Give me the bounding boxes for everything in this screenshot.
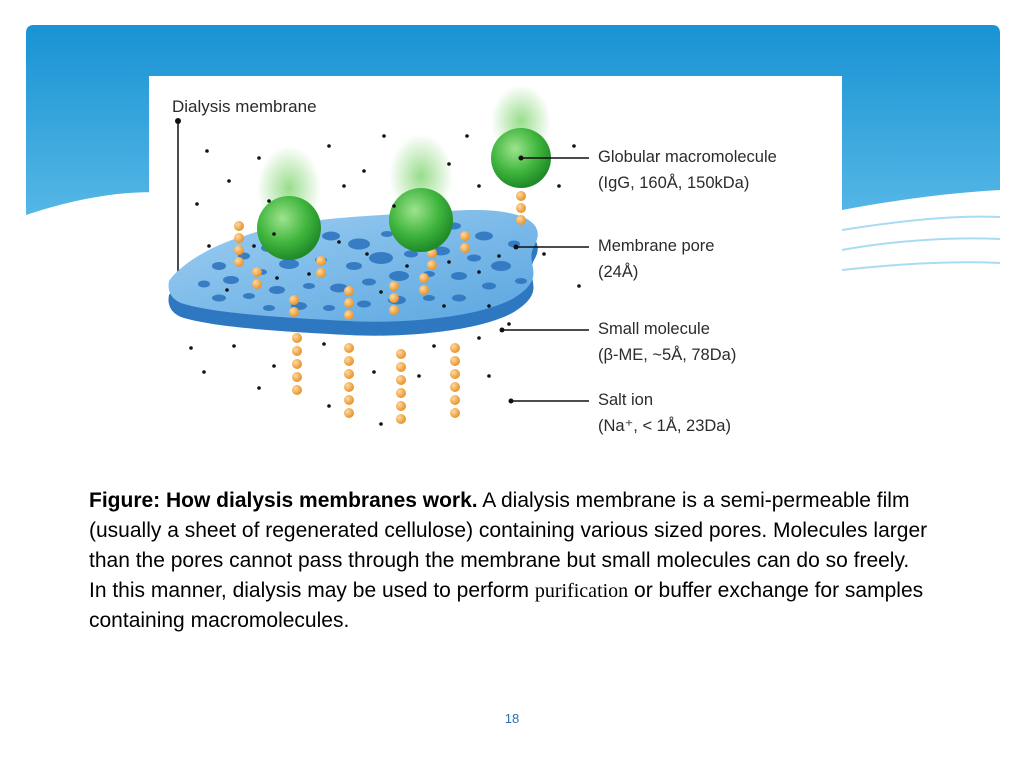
caption-body: A dialysis membrane is a semi-permeable film (usually a sheet of regenerated cellulose) containing various sized pores. Molecules larger than the pores cannot pass through the membrane but small molecules can do so freely. In this manner, dialysis may be used to perform — [89, 489, 928, 602]
label-globular-detail: (IgG, 160Å, 150kDa) — [598, 174, 750, 192]
label-pore-detail: (24Å) — [598, 263, 639, 281]
page-number: 18 — [504, 711, 520, 726]
dialysis-diagram — [149, 76, 842, 470]
caption-title: Figure: How dialysis membranes work. — [89, 489, 478, 512]
label-small-detail: (β-ME, ~5Å, 78Da) — [598, 346, 737, 364]
label-salt-name: Salt ion — [598, 391, 654, 409]
figure-title: Dialysis membrane — [172, 97, 317, 116]
label-pore-name: Membrane pore — [598, 237, 715, 255]
label-salt-detail: (Na⁺, < 1Å, 23Da) — [598, 417, 731, 435]
dialysis-figure — [149, 76, 842, 470]
label-small-name: Small molecule — [598, 320, 710, 338]
title-leader-dot — [175, 118, 181, 124]
caption-body-end: or buffer exchange for samples containing macromolecules. — [89, 579, 924, 632]
label-globular-name: Globular macromolecule — [598, 148, 777, 166]
caption-body-serif: purification — [534, 580, 629, 602]
figure-caption — [89, 486, 929, 636]
